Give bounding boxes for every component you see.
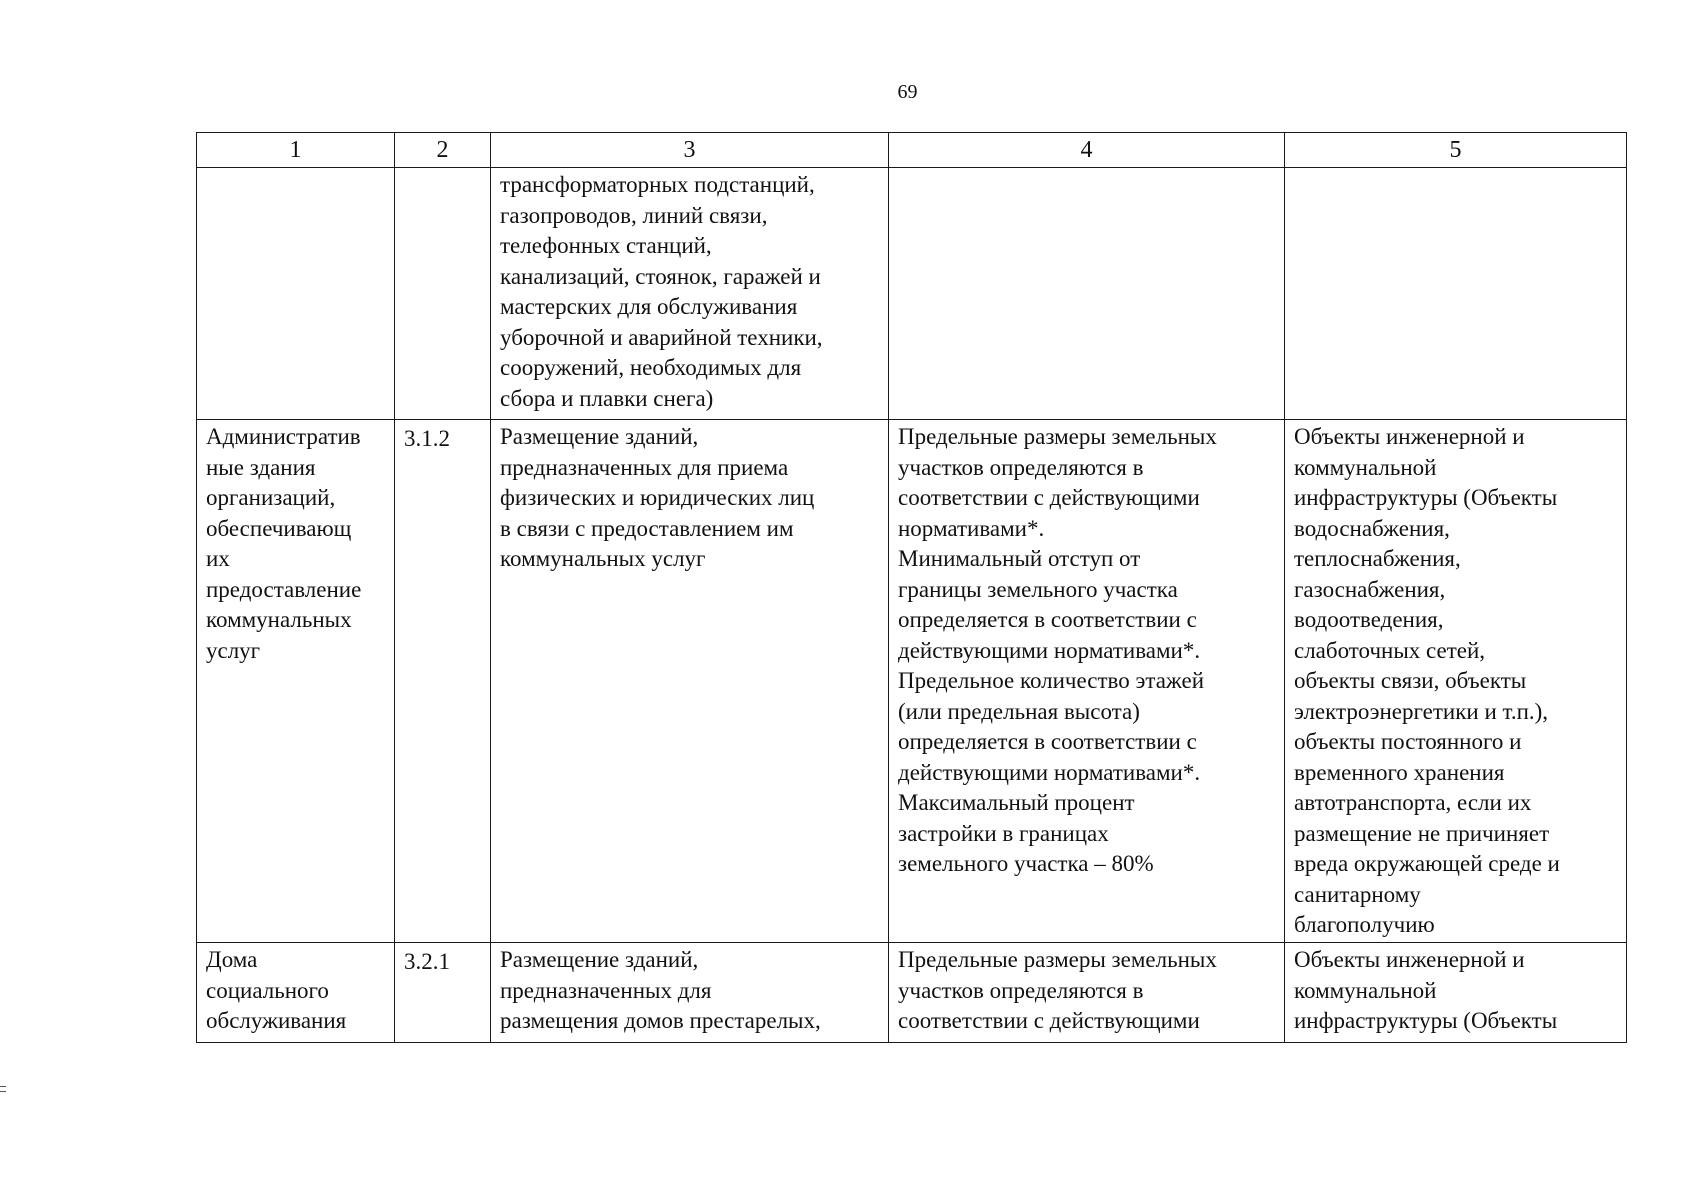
description-text: Размещение зданий, предназначенных для размещения домов престарелых, [500, 947, 821, 1033]
use-name-cell [197, 420, 395, 943]
column-header: 1 [197, 133, 395, 168]
use-code-text: 3.2.1 [404, 949, 450, 974]
use-name-cell [197, 943, 395, 1043]
parameters-cell [889, 943, 1285, 1043]
use-name-text: Дома социального обслуживания [206, 947, 347, 1033]
page-number: 69 [897, 81, 918, 103]
description-cell [491, 168, 889, 420]
table-row [197, 420, 1627, 943]
use-name-cell [197, 168, 395, 420]
description-text: Размещение зданий, предназначенных для приема физических и юридических лиц в связи с предоставлением им коммунальных услуг [500, 424, 815, 571]
column-header: 3 [491, 133, 889, 168]
column-header: 5 [1285, 133, 1627, 168]
use-code-cell [395, 943, 491, 1043]
parameters-cell [889, 168, 1285, 420]
description-text: трансформаторных подстанций, газопроводов, линий связи, телефонных станций, канализаций, стоянок, гаражей и мастерских для обслуживания уборочной и аварийной техники, сооружений, необходимых для сбора и плавки снега) [500, 172, 823, 411]
description-cell [491, 420, 889, 943]
auxiliary-uses-text: Объекты инженерной и коммунальной инфраструктуры (Объекты водоснабжения, теплоснабжения, газоснабжения, водоотведения, слаботочных сетей, объекты связи, объекты электроэнергетики и т.п.), объекты постоянного и временного хранения автотранспорта, если их размещение не причиняет вреда окружающей среде и санитарному благополучию [1294, 424, 1560, 937]
table-row [197, 168, 1627, 420]
auxiliary-uses-cell [1285, 943, 1627, 1043]
use-code-cell [395, 168, 491, 420]
use-code-text: 3.1.2 [404, 426, 450, 451]
auxiliary-uses-cell [1285, 420, 1627, 943]
description-cell [491, 943, 889, 1043]
table-row [197, 943, 1627, 1043]
use-code-cell [395, 420, 491, 943]
parameters-text: Предельные размеры земельных участков определяются в соответствии с действующими нормативами*. Минимальный отступ от границы земельного участка определяется в соответствии с действующими нормативами*. Предельное количество этажей (или предельная высота) определяется в соответствии с действующими нормативами*. Максимальный процент застройки в границах земельного участка – 80% [898, 424, 1217, 876]
parameters-text: Предельные размеры земельных участков определяются в соответствии с действующими [898, 947, 1217, 1033]
column-header: 2 [395, 133, 491, 168]
table-header-row [197, 133, 1627, 168]
zoning-table [196, 132, 1627, 1043]
auxiliary-uses-cell [1285, 168, 1627, 420]
scan-artifact-mark [0, 1086, 6, 1092]
parameters-cell [889, 420, 1285, 943]
use-name-text: Административ ные здания организаций, обеспечивающ их предоставление коммунальных услуг [206, 424, 362, 663]
column-header: 4 [889, 133, 1285, 168]
auxiliary-uses-text: Объекты инженерной и коммунальной инфраструктуры (Объекты [1294, 947, 1558, 1033]
